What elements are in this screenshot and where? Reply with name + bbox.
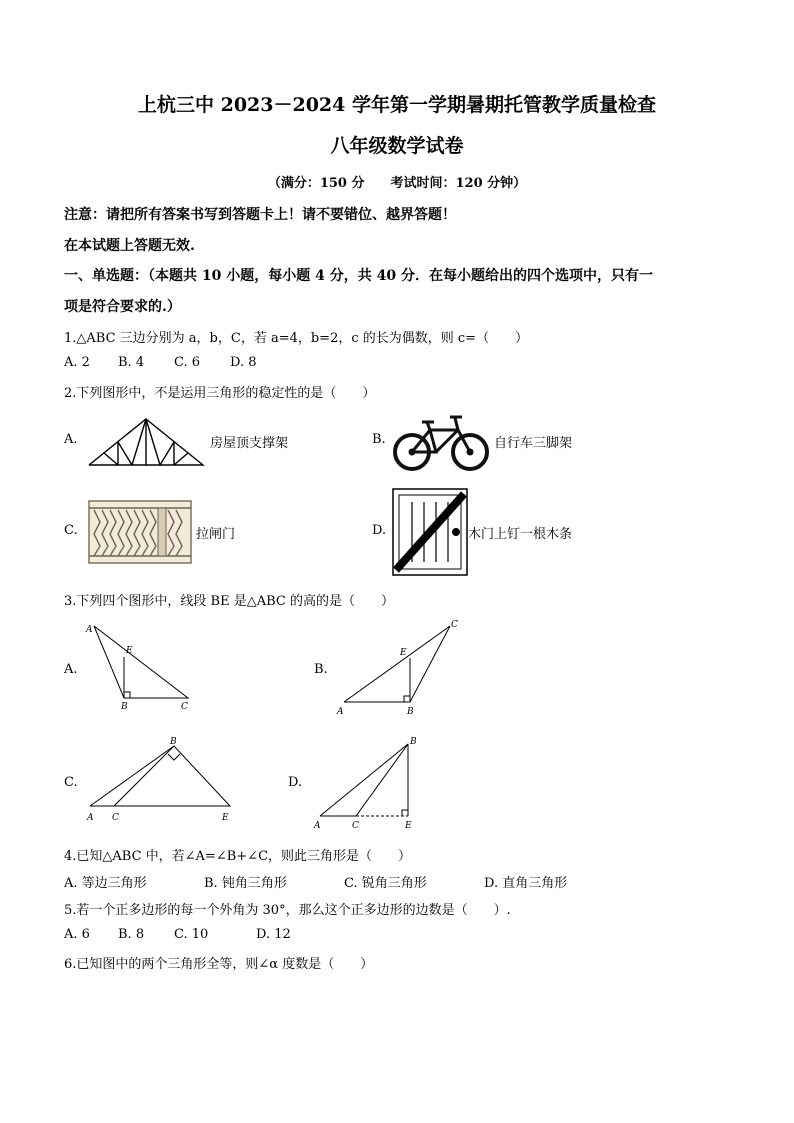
q3a-label-b: B [121,702,128,712]
section-heading-line-1: 一、单选题：（本题共 10 小题，每小题 4 分，共 40 分．在每小题给出的四个选项中，只有一 [64,268,653,284]
exam-meta: （满分：150 分 考试时间：120 分钟） [267,176,527,191]
q4-option-b: B. 钝角三角形 [204,876,287,891]
q3a-label-a: A [86,625,93,635]
q3c-label-b: B [170,737,177,747]
q2-option-b-letter: B. [372,432,386,447]
q5-option-a: A. 6 [64,927,90,942]
q3-figure-a [84,620,194,712]
q2-option-b-caption: 自行车三脚架 [494,436,573,451]
door-plank-icon [392,488,468,576]
q3c-label-a: A [87,813,94,823]
q1-option-d: D. 8 [230,355,257,370]
q2-option-a-caption: 房屋顶支撑架 [210,436,289,451]
q3-figure-b [334,616,464,720]
q3-option-a-letter: A. [64,662,78,677]
section-heading-line-2: 项是符合要求的.） [64,299,181,315]
q2-option-c-caption: 拉闸门 [196,527,236,542]
q3c-label-c: C [112,813,119,823]
question-6-text: 6.已知图中的两个三角形全等，则∠α 度数是（ ） [64,957,374,972]
exam-title: 上杭三中 2023－2024 学年第一学期暑期托管教学质量检查 [138,94,656,116]
notice-line-1: 注意：请把所有答案书写到答题卡上！请不要错位、越界答题！ [64,207,456,223]
question-4-text: 4.已知△ABC 中，若∠A=∠B+∠C，则此三角形是（ ） [64,849,412,864]
q3-option-b-letter: B. [314,662,328,677]
q2-option-d-letter: D. [372,523,387,538]
gate-icon [88,500,192,564]
question-3-text: 3.下列四个图形中，线段 BE 是△ABC 的高的是（ ） [64,594,394,609]
q3d-label-e: E [405,821,412,831]
q3a-label-e: E [126,646,133,656]
q1-option-a: A. 2 [64,355,90,370]
q3b-label-b: B [407,707,414,717]
q3d-label-c: C [352,821,359,831]
q2-option-a-letter: A. [64,432,78,447]
q3-option-d-letter: D. [288,775,303,790]
q5-option-b: B. 8 [118,927,145,942]
notice-line-2: 在本试题上答题无效. [64,238,195,254]
q3-option-c-letter: C. [64,775,78,790]
q2-option-c-letter: C. [64,523,78,538]
q4-option-a: A. 等边三角形 [64,876,147,891]
q1-option-c: C. 6 [174,355,201,370]
q3c-label-e: E [222,813,229,823]
q3b-label-c: C [451,620,458,630]
question-2-text: 2.下列图形中，不是运用三角形的稳定性的是（ ） [64,386,376,401]
q2-option-d-caption: 木门上钉一根木条 [468,527,573,542]
exam-subtitle: 八年级数学试卷 [330,135,464,157]
q5-option-d: D. 12 [256,927,291,942]
q4-option-d: D. 直角三角形 [484,876,568,891]
q3d-label-a: A [314,821,321,831]
question-1-text: 1.△ABC 三边分别为 a，b，C，若 a=4，b=2，c 的长为偶数，则 c=（ ） [64,331,529,346]
roof-truss-icon [86,415,206,470]
q5-option-c: C. 10 [174,927,209,942]
q3a-label-c: C [181,702,188,712]
bicycle-icon [392,412,490,474]
q3d-label-b: B [410,737,417,747]
q3-figure-d [312,734,424,832]
q3b-label-e: E [400,648,407,658]
q3b-label-a: A [337,707,344,717]
q1-option-b: B. 4 [118,355,145,370]
question-5-text: 5.若一个正多边形的每一个外角为 30°，那么这个正多边形的边数是（ ）. [64,903,511,918]
q3-figure-c [84,736,244,826]
q4-option-c: C. 锐角三角形 [344,876,427,891]
